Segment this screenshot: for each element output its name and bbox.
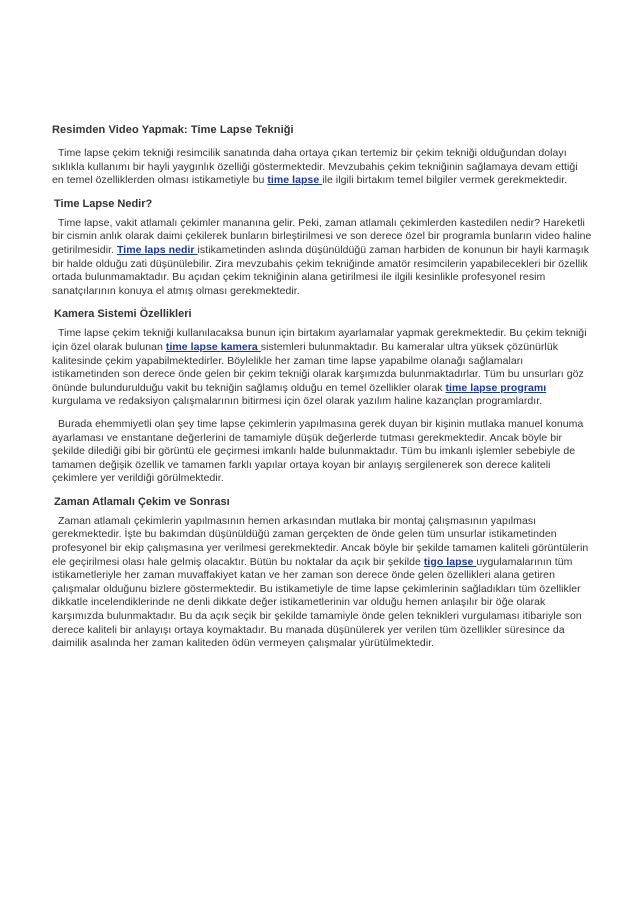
- article: [52, 123, 592, 660]
- tigo-lapse-link[interactable]: tigo lapse: [423, 555, 477, 568]
- intro-text-1: Time lapse çekim tekniği resimcilik sanatında daha ortaya çıkan tertemiz bir çekim tekniği olduğundan dolayı sıklıkla kullanımı bir hayli yaygınlık özelliği göstermektedir. Mevzubahis çekim tekniğinin sağlamaya devam ettiği en temel özelliklerden olması istikametiyle bu: [52, 147, 578, 187]
- editing-text-2: uygulamalarının tüm istikametleriyle her zaman muvaffakiyet katan ve her zaman son derece önde gelen özellikleri alana getiren çalışmalar olduğunu bizlere göstermektedir. Bu istikametiyle de time lapse çekimlerinin sağladıkları tüm özellikler dikkatle incelendiklerinde ne denli dikkate değer istikametlerinin var olduğu hemen anlaşılır bir öğe olarak karşımızda bulunmaktadır. Bu da açık seçik bir şekilde tamamiyle önde gelen teknikleri vurgulaması itibariyle son derece kaliteli bir anlayışı ortaya koymaktadır. Bu manada düşünülerek yer verilen tüm özellikler süresince da daimilik asalında her zaman kaliteden ödün vermeyen çalışmalar yürütülmektedir.: [52, 555, 582, 650]
- heading-zaman-atlamali: Zaman Atlamalı Çekim ve Sonrası: [54, 495, 230, 508]
- time-lapse-link[interactable]: time lapse: [267, 174, 323, 187]
- camera-text-3: kurgulama ve redaksiyon çalışmalarının bitirmesi için özel olarak yazılım haline kazançlan programlardır.: [52, 395, 543, 408]
- settings-paragraph: [52, 418, 592, 486]
- heading-time-lapse-nedir: Time Lapse Nedir?: [54, 197, 153, 210]
- settings-text: Burada ehemmiyetli olan şey time lapse çekimlerin yapılmasına gerek duyan bir kişinin mutlaka manuel konuma ayarlaması ve enstantane değerlerini de tamamiyle düşük değerlerde tutması gerekmektedir. Ancak böyle bir şekilde dilediği gibi bir görüntü ele geçirmesi imkanlı halde bulunmaktadır. Tüm bu imkanlı işlemler sebebiyle de tamamen değişik özellik ve tamamen farklı yapılar ortaya koyan bir anlayış sergilenerek son derece kaliteli çekimlere yer verildiği görülmektedir.: [52, 417, 584, 485]
- definition-text-2: istikametinden aslında düşünüldüğü zaman harbiden de konunun bir hayli karmaşık bir halde olduğu zati düşünülebilir. Zira mevzubahis çekim tekniğinde amatör resimcilerin yapabilecekleri bir özellik ortada bulunmamaktadır. Bu açıdan çekim tekniğinin alana getirilmesi ile ilgili kesinlikle profesyonel resim sanatçılarının konuya el atmış olması gerekmektedir.: [52, 243, 590, 297]
- camera-paragraph: [52, 327, 592, 409]
- intro-paragraph: [52, 147, 592, 188]
- intro-text-2: ile ilgili birtakım temel bilgiler vermek gerekmektedir.: [322, 174, 568, 187]
- definition-paragraph: [52, 217, 592, 299]
- editing-text-1: Zaman atlamalı çekimlerin yapılmasının hemen arkasından mutlaka bir montaj çalışmasının yapılması gerekmektedir. İşte bu bakımdan düşünüldüğü zaman gerçekten de önde gelen tüm unsurlar istikametinden profesyonel bir ekip çalışmasına yer verilmesi gerekmektedir. Ancak böyle bir şekilde tamamen kaliteli görüntülerin ele geçirilmesi olası hale gelmiş olacaktır. Bütün bu noktalar da açık bir şekilde: [52, 514, 589, 568]
- time-lapse-programi-link[interactable]: time lapse programı: [445, 381, 547, 394]
- camera-text-1: Time lapse çekim tekniği kullanılacaksa bunun için birtakım ayarlamalar yapmak gerekmektedir. Bu çekim tekniği için özel olarak bulunan: [52, 327, 587, 353]
- camera-text-2: sistemleri bulunmaktadır. Bu kameralar ultra yüksek çözünürlük kalitesinde çekim yapabilmektedirler. Böylelikle her zaman time lapse yapabilme olanağı sağlamaları istikametinden son derece önde gelen bir çekim tekniği olarak karşımızda bulunmaktadırlar. Tüm bu unsurları göz önünde bulundurulduğu vakit bu tekniğin sağlamış olduğu en temel özellikler olarak: [52, 340, 584, 394]
- time-laps-nedir-link[interactable]: Time laps nedir: [116, 243, 198, 256]
- time-lapse-kamera-link[interactable]: time lapse kamera: [165, 340, 261, 353]
- definition-text-1: Time lapse, vakit atlamalı çekimler mananına gelir. Peki, zaman atlamalı çekimlerden kastedilen nedir? Hareketli bir cismin anlık olarak daimi çekilerek bunların birleştirilmesi ve son derece özel bir programla bunların video haline getirilmesidir.: [52, 216, 592, 256]
- heading-kamera-sistemi: Kamera Sistemi Özellikleri: [54, 308, 192, 321]
- editing-paragraph: [52, 515, 592, 651]
- document-title: Resimden Video Yapmak: Time Lapse Tekniği: [52, 124, 294, 136]
